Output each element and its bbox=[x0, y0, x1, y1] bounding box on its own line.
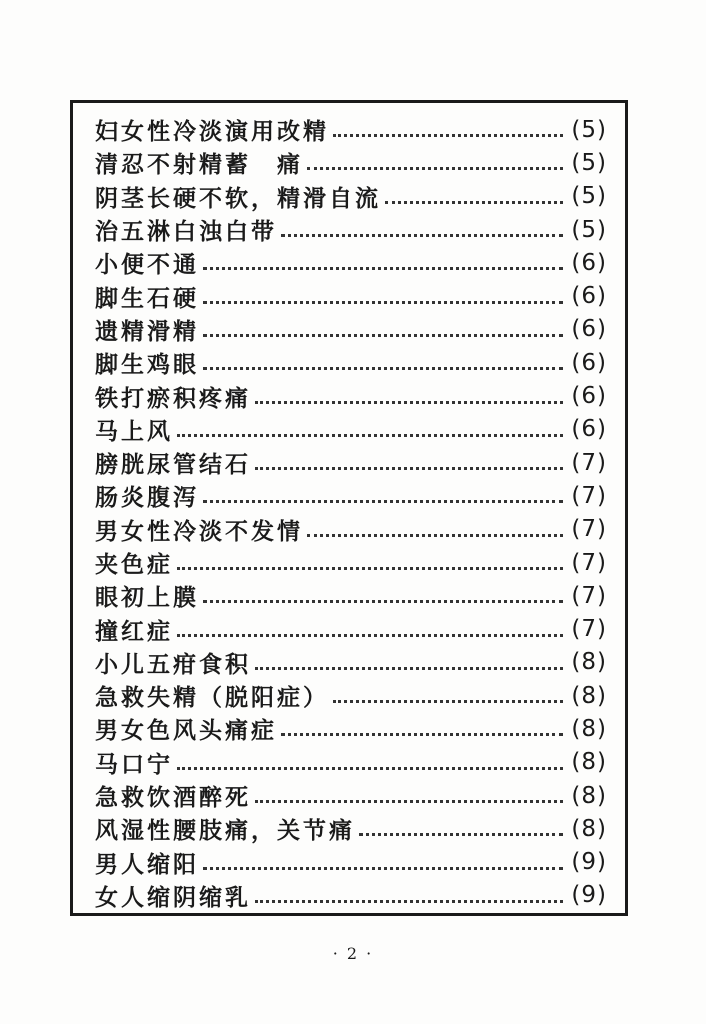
dot-leader bbox=[333, 700, 563, 703]
toc-entry-page: (7) bbox=[571, 582, 607, 609]
toc-entry bbox=[95, 879, 607, 912]
toc-entry bbox=[95, 679, 607, 712]
toc-entry-page: (5) bbox=[571, 183, 607, 210]
toc-entry-title: 急救失精（脱阳症） bbox=[95, 684, 329, 712]
toc-entry-title: 阴茎长硬不软，精滑自流 bbox=[95, 184, 381, 212]
toc-entry-title: 清忍不射精蓄 痛 bbox=[95, 151, 303, 179]
dot-leader bbox=[255, 900, 563, 903]
toc-entry-page: (8) bbox=[571, 749, 607, 776]
toc-entry-page: (8) bbox=[571, 682, 607, 709]
dot-leader bbox=[203, 867, 563, 870]
toc-entry-page: (6) bbox=[571, 349, 607, 376]
dot-leader bbox=[203, 367, 563, 370]
toc-entry-title: 脚生石硬 bbox=[95, 284, 199, 312]
toc-entry-title: 肠炎腹泻 bbox=[95, 484, 199, 512]
dot-leader bbox=[333, 134, 563, 137]
dot-leader bbox=[255, 401, 563, 404]
toc-entry-page: (8) bbox=[571, 782, 607, 809]
toc-entry bbox=[95, 446, 607, 479]
toc-entry-title: 妇女性冷淡演用改精 bbox=[95, 118, 329, 146]
toc-entry-page: (6) bbox=[571, 383, 607, 410]
toc-entry bbox=[95, 479, 607, 512]
toc-entry bbox=[95, 180, 607, 213]
toc-entry bbox=[95, 712, 607, 745]
toc-entry-title: 女人缩阴缩乳 bbox=[95, 883, 251, 911]
toc-entry-page: (7) bbox=[571, 516, 607, 543]
toc-entry bbox=[95, 746, 607, 779]
toc-entry bbox=[95, 213, 607, 246]
toc-entry-title: 遗精滑精 bbox=[95, 317, 199, 345]
toc-entry bbox=[95, 612, 607, 645]
toc-entry-page: (5) bbox=[571, 216, 607, 243]
toc-entry-page: (8) bbox=[571, 715, 607, 742]
toc-entry-page: (9) bbox=[571, 849, 607, 876]
dot-leader bbox=[203, 500, 563, 503]
toc-entry-page: (7) bbox=[571, 616, 607, 643]
toc-entry-page: (8) bbox=[571, 815, 607, 842]
toc-entry bbox=[95, 313, 607, 346]
toc-entry bbox=[95, 246, 607, 279]
toc-entry-page: (6) bbox=[571, 316, 607, 343]
toc-entry-title: 小便不通 bbox=[95, 251, 199, 279]
toc-entry-title: 撞红症 bbox=[95, 617, 173, 645]
toc-entry-page: (6) bbox=[571, 283, 607, 310]
dot-leader bbox=[255, 667, 563, 670]
dot-leader bbox=[177, 434, 563, 437]
page-number: · 2 · bbox=[332, 944, 374, 963]
toc-entry-title: 马口宁 bbox=[95, 750, 173, 778]
toc-entry-title: 马上风 bbox=[95, 417, 173, 445]
dot-leader bbox=[255, 467, 563, 470]
toc-entry bbox=[95, 146, 607, 179]
toc-entry bbox=[95, 346, 607, 379]
toc-entry-page: (7) bbox=[571, 549, 607, 576]
table-of-contents-box bbox=[70, 100, 628, 916]
toc-entry-title: 夹色症 bbox=[95, 551, 173, 578]
toc-entry bbox=[95, 812, 607, 845]
dot-leader bbox=[177, 767, 563, 770]
toc-entry-title: 男人缩阳 bbox=[95, 850, 199, 878]
toc-entry-title: 铁打瘀积疼痛 bbox=[95, 384, 251, 412]
toc-entry-title: 膀胱尿管结石 bbox=[95, 451, 251, 479]
toc-entry-page: (5) bbox=[571, 149, 607, 176]
toc-entry bbox=[95, 413, 607, 446]
toc-entry-page: (8) bbox=[571, 649, 607, 676]
dot-leader bbox=[359, 833, 563, 836]
dot-leader bbox=[255, 800, 563, 803]
dot-leader bbox=[307, 167, 563, 170]
dot-leader bbox=[177, 567, 563, 570]
dot-leader bbox=[385, 201, 563, 204]
dot-leader bbox=[307, 534, 563, 537]
toc-entry bbox=[95, 513, 607, 546]
toc-entry-page: (9) bbox=[571, 882, 607, 909]
toc-entry bbox=[95, 579, 607, 612]
toc-entry bbox=[95, 546, 607, 579]
toc-entry-page: (7) bbox=[571, 482, 607, 509]
dot-leader bbox=[177, 634, 563, 637]
toc-entry-page: (6) bbox=[571, 249, 607, 276]
toc-entry-title: 眼初上膜 bbox=[95, 584, 199, 612]
toc-entry-title: 男女性冷淡不发情 bbox=[95, 517, 303, 545]
table-of-contents-list bbox=[95, 113, 607, 912]
toc-entry-title: 脚生鸡眼 bbox=[95, 351, 199, 379]
toc-entry-title: 治五淋白浊白带 bbox=[95, 218, 277, 246]
dot-leader bbox=[203, 600, 563, 603]
toc-entry bbox=[95, 779, 607, 812]
dot-leader bbox=[203, 267, 563, 270]
dot-leader bbox=[203, 301, 563, 304]
toc-entry bbox=[95, 646, 607, 679]
toc-entry-title: 急救饮酒醉死 bbox=[95, 784, 251, 812]
toc-entry bbox=[95, 846, 607, 879]
dot-leader bbox=[281, 733, 563, 736]
toc-entry-title: 男女色风头痛症 bbox=[95, 717, 277, 745]
toc-entry bbox=[95, 113, 607, 146]
toc-entry-page: (7) bbox=[571, 449, 607, 476]
toc-entry bbox=[95, 379, 607, 412]
toc-entry-title: 小儿五疳食积 bbox=[95, 650, 251, 678]
toc-entry-page: (6) bbox=[571, 416, 607, 443]
toc-entry-title: 风湿性腰肢痛，关节痛 bbox=[95, 817, 355, 845]
toc-entry bbox=[95, 279, 607, 312]
toc-entry-page: (5) bbox=[571, 116, 607, 143]
dot-leader bbox=[281, 234, 563, 237]
dot-leader bbox=[203, 334, 563, 337]
